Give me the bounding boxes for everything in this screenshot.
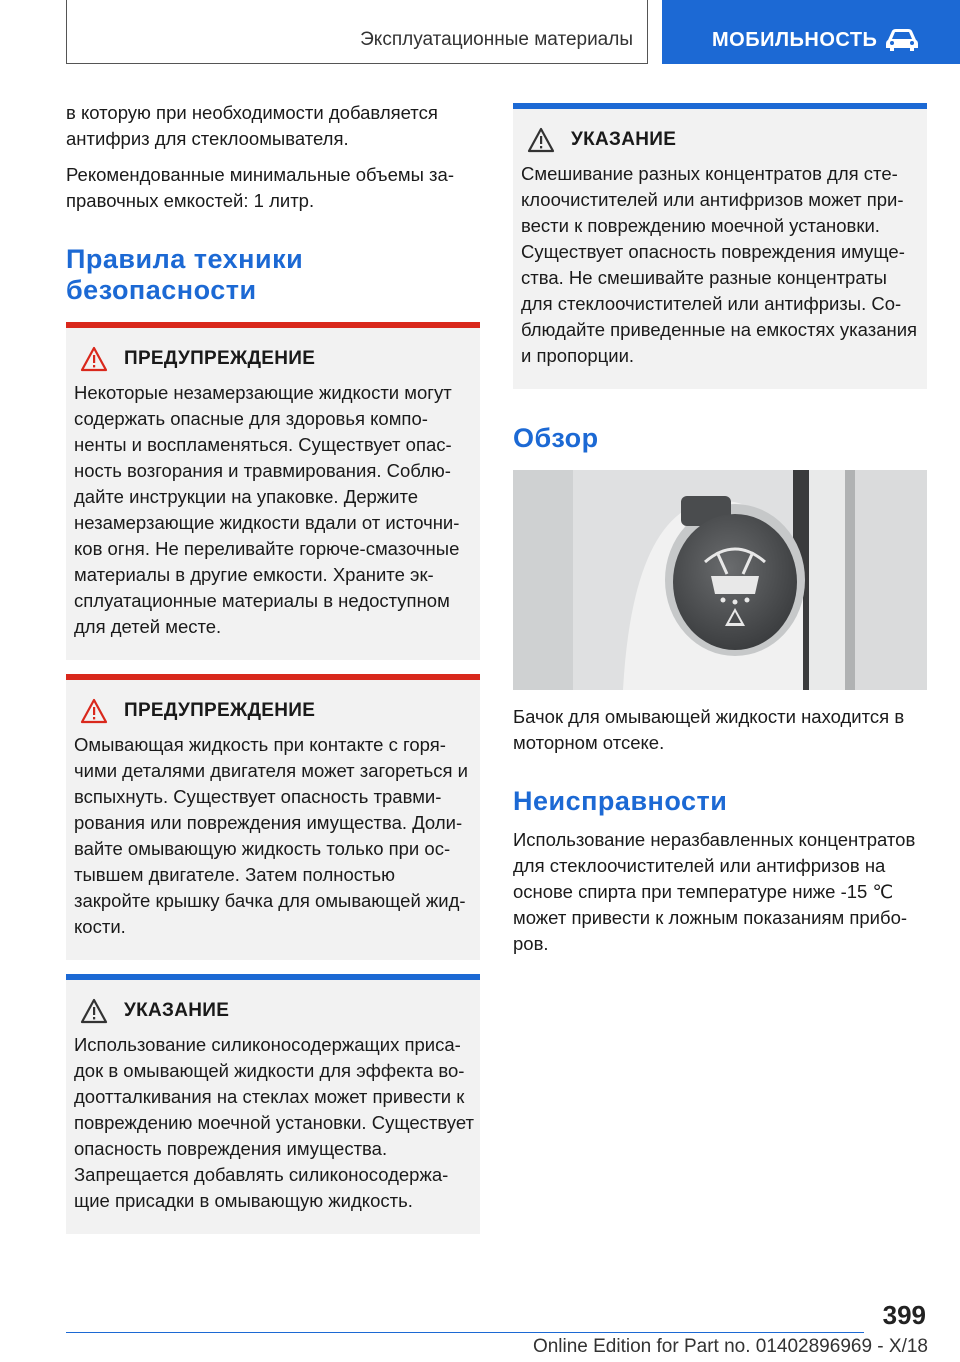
section-title bbox=[66, 0, 648, 64]
car-icon bbox=[884, 26, 920, 52]
box-header bbox=[74, 346, 474, 372]
washer-reservoir-photo bbox=[513, 470, 927, 690]
note-box bbox=[513, 103, 927, 389]
page-header bbox=[0, 0, 960, 66]
warning-triangle-icon bbox=[527, 127, 555, 153]
box-title: ПРЕДУПРЕЖДЕНИЕ bbox=[124, 700, 316, 721]
malfunction-heading: Неисправности bbox=[513, 786, 728, 816]
warning-triangle-icon bbox=[80, 346, 108, 372]
intro-paragraph: в которую при необходимости добавляется антифриз для стеклоомывателя. bbox=[66, 102, 438, 149]
box-header bbox=[521, 127, 921, 153]
box-title: УКАЗАНИЕ bbox=[571, 129, 677, 150]
section-title-text: Эксплуатационные материалы bbox=[360, 29, 633, 50]
chapter-title: МОБИЛЬНОСТЬ bbox=[712, 29, 878, 51]
malfunction-paragraph: Использование неразбавленных концентратов для стеклоочистителей или антифризов на основе спирта при температуре ниже -15 ℃ может привести к ложным показаниям приборов. bbox=[513, 829, 916, 954]
warning-box bbox=[66, 674, 480, 960]
box-body: Использование силиконосодержащих присадок в омывающей жидкости для эффекта водоотталкивания на стеклах может привести к повреждению моечной установки. Существует опасность повреждения имущества. Запрещается добавлять силиконосодержащие присадки в омывающую жидкость. bbox=[74, 1034, 474, 1211]
box-body: Некоторые незамерзающие жидкости могут содержать опасные для здоровья компоненты и воспламеняться. Существует опасность возгорания и травмирования. Соблюдайте инструкции на упаковке. Держите незамерзающие жидкости вдали от источников огня. Не переливайте горюче-смазочные материалы в другие емкости. Храните эксплуатационные материалы в недоступном для детей месте. bbox=[74, 382, 460, 637]
overview-heading: Обзор bbox=[513, 423, 599, 453]
washer-fluid-icon bbox=[513, 470, 927, 690]
footer-divider bbox=[66, 1332, 864, 1333]
box-body: Смешивание разных концентратов для стеклоочистителей или антифризов может привести к повреждению моечной установки. Существует опасность повреждения имущества. Не смешивайте разные концентраты для стеклоочистителей или антифризы. Соблюдайте приведенные на емкостях указания и пропорции. bbox=[521, 163, 918, 366]
note-box bbox=[66, 974, 480, 1234]
box-header bbox=[74, 698, 474, 724]
box-title: УКАЗАНИЕ bbox=[124, 1000, 230, 1021]
footer-edition: Online Edition for Part no. 01402896969 - X/18 bbox=[532, 1336, 928, 1357]
box-header bbox=[74, 998, 474, 1024]
page-number: 399 bbox=[882, 1300, 926, 1330]
photo-caption: Бачок для омывающей жидкости находится в моторном отсеке. bbox=[513, 706, 905, 753]
warning-triangle-icon bbox=[80, 998, 108, 1024]
warning-box bbox=[66, 322, 480, 660]
chapter-tab bbox=[662, 0, 960, 64]
box-title: ПРЕДУПРЕЖДЕНИЕ bbox=[124, 348, 316, 369]
right-column bbox=[513, 103, 927, 967]
left-column bbox=[66, 100, 480, 1248]
intro-paragraph: Рекомендованные минимальные объемы заправочных емкостей: 1 литр. bbox=[66, 164, 454, 211]
warning-triangle-icon bbox=[80, 698, 108, 724]
safety-heading: Правила техники безопасности bbox=[66, 244, 304, 305]
box-body: Омывающая жидкость при контакте с горячими деталями двигателя может загореться и вспыхнуть. Существует опасность травмирования или повреждения имущества. Доливайте омывающую жидкость только при остывшем двигателе. Затем полностью закройте крышку бачка для омывающей жидкости. bbox=[74, 734, 468, 937]
